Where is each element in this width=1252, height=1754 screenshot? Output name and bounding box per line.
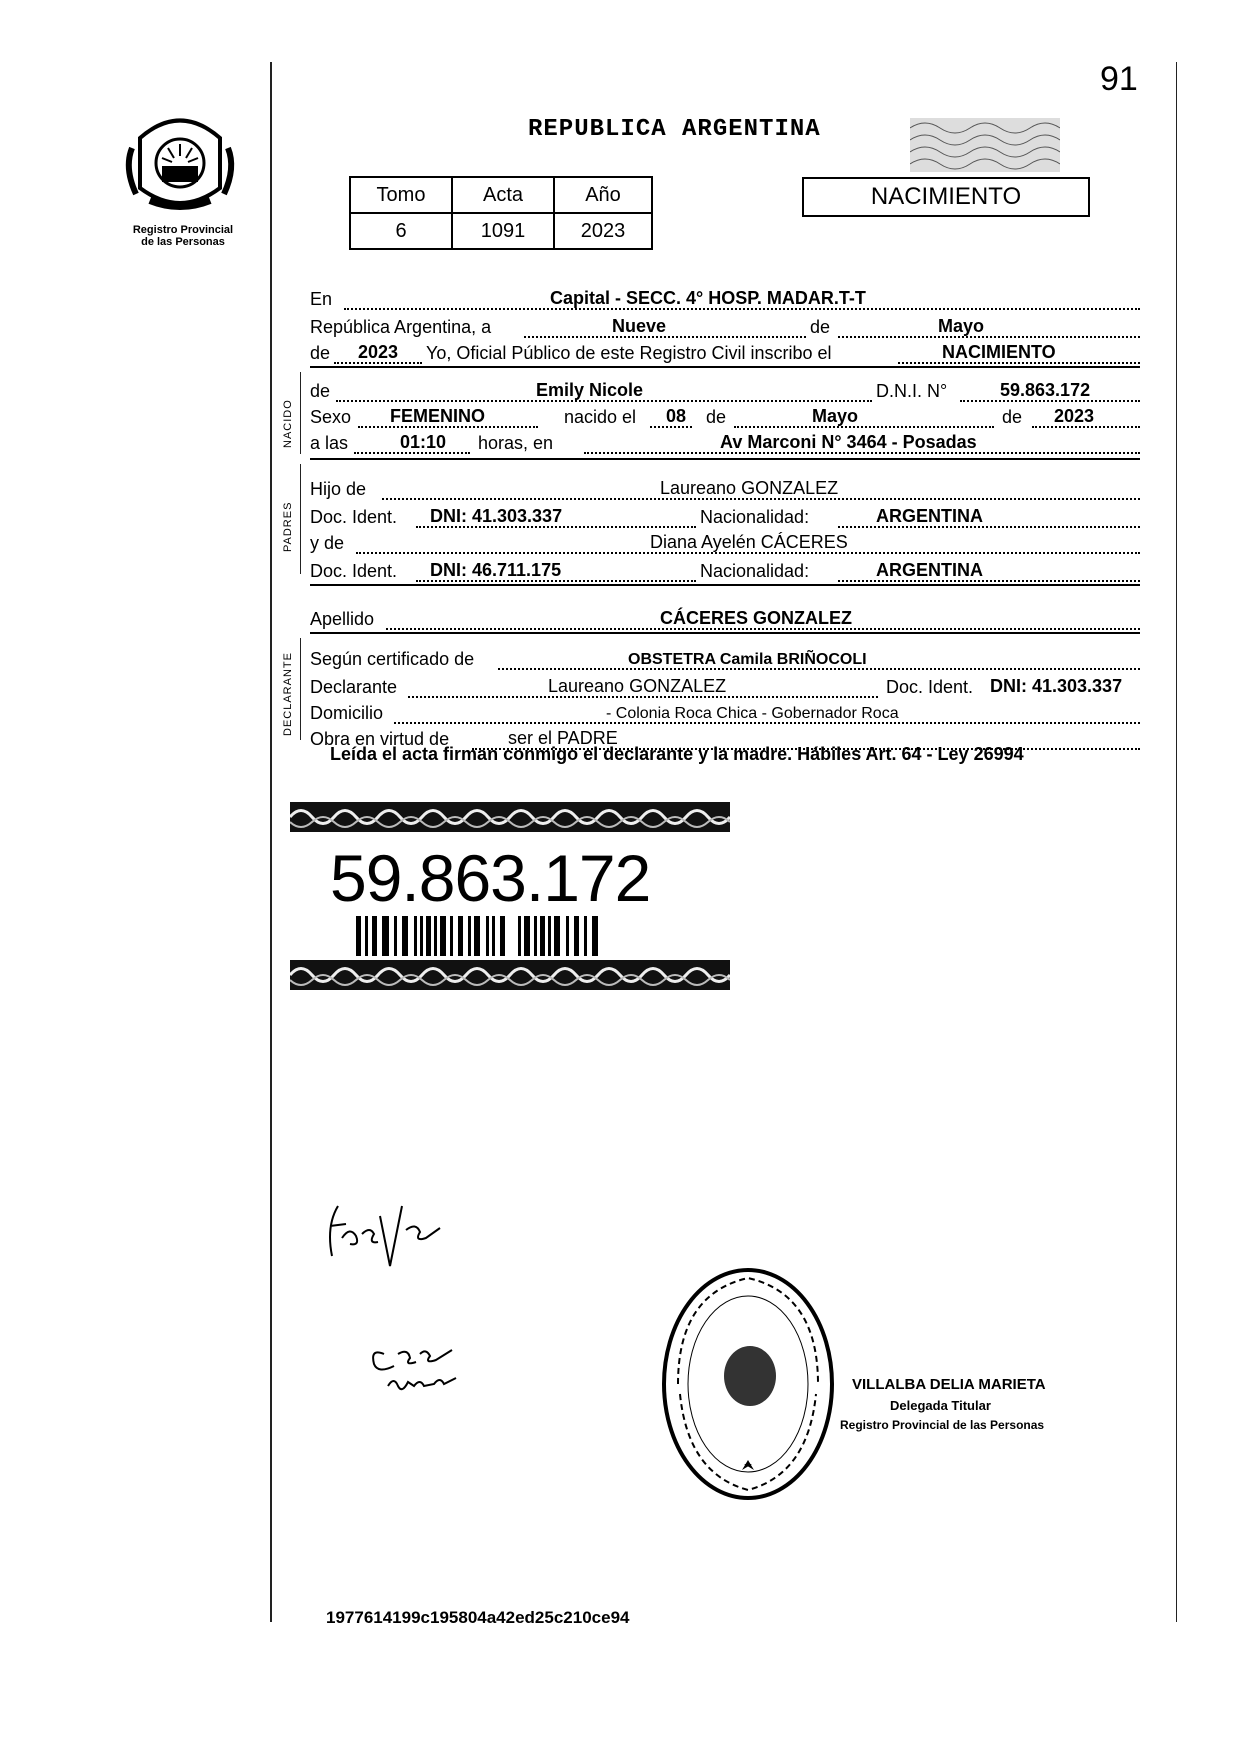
section-label-padres: PADRES (282, 501, 294, 552)
row-fecha (310, 314, 1140, 340)
section-bar (300, 372, 301, 454)
label-doc: Doc. Ident. (886, 677, 974, 697)
row-en (310, 286, 1140, 312)
label-domicilio: Domicilio (310, 703, 384, 723)
label-en: En (310, 289, 333, 309)
label-nacionalidad: Nacionalidad: (700, 507, 810, 527)
value-tomo: 6 (350, 213, 452, 249)
section-rule (310, 366, 1140, 368)
value-event: NACIMIENTO (942, 342, 1056, 362)
row-declarante (310, 674, 1140, 700)
registry-statement: Yo, Oficial Público de este Registro Civil inscribo el (426, 343, 832, 363)
section-bar (300, 464, 301, 574)
value-lugar: Av Marconi N° 3464 - Posadas (720, 432, 977, 452)
label-nacido: nacido el (564, 407, 637, 427)
caption-line-2: de las Personas (141, 236, 225, 248)
label-de: de (810, 317, 831, 337)
registry-official-seal (658, 1264, 838, 1509)
label-hora: a las (310, 433, 349, 453)
label-hijo-de: Hijo de (310, 479, 367, 499)
label-de: de (1002, 407, 1023, 427)
label-declarante: Declarante (310, 677, 398, 697)
label-de: de (310, 381, 331, 401)
province-seal-logo (120, 108, 240, 218)
value-en: Capital - SECC. 4° HOSP. MADAR.T-T (550, 288, 866, 308)
registry-caption (108, 224, 258, 248)
label-doc: Doc. Ident. (310, 561, 398, 581)
header-acta: Acta (452, 177, 554, 213)
mother-signature (364, 1324, 484, 1409)
value-madre: Diana Ayelén CÁCERES (650, 532, 848, 552)
value-declarante-doc: DNI: 41.303.337 (990, 676, 1123, 696)
section-rule (310, 584, 1140, 586)
row-padre (310, 476, 1140, 502)
document-type-box: NACIMIENTO (802, 177, 1090, 217)
row-year (310, 340, 1140, 366)
legal-text: Leída el acta firman conmigo el declarante y la madre. Hábiles Art. 64 - Ley 26994 (330, 744, 1024, 764)
label-apellido: Apellido (310, 609, 375, 629)
value-apellido: CÁCERES GONZALEZ (660, 608, 853, 628)
label-certificado: Según certificado de (310, 649, 475, 669)
label-de: de (706, 407, 727, 427)
section-label-declarante: DECLARANTE (282, 652, 294, 736)
row-certificado (310, 646, 1140, 672)
row-sexo (310, 404, 1140, 430)
label-obra: Obra en virtud de (310, 729, 450, 749)
security-band-top (290, 802, 730, 832)
label-sexo: Sexo (310, 407, 352, 427)
value-dni: 59.863.172 (1000, 380, 1091, 400)
label-y-de: y de (310, 533, 345, 553)
dni-number: 59.863.172 (330, 841, 651, 915)
value-padre: Laureano GONZALEZ (660, 478, 839, 498)
left-margin-line (270, 62, 272, 1622)
document-title: REPUBLICA ARGENTINA (528, 116, 821, 143)
row-apellido (310, 606, 1140, 632)
value-month: Mayo (938, 316, 985, 336)
label-horas: horas, en (478, 433, 554, 453)
section-rule (310, 458, 1140, 460)
serial-stamp (910, 118, 1060, 172)
declarant-signature (320, 1186, 460, 1281)
header-anio: Año (554, 177, 652, 213)
official-organization: Registro Provincial de las Personas (840, 1418, 1045, 1432)
dotted-fill (838, 316, 1140, 338)
document-hash: 1977614199c195804a42ed25c210ce94 (326, 1608, 630, 1627)
value-year: 2023 (358, 342, 399, 362)
row-madre (310, 530, 1140, 556)
value-declarante: Laureano GONZALEZ (548, 676, 727, 696)
row-padre-doc (310, 504, 1140, 530)
row-madre-doc (310, 558, 1140, 584)
right-margin-line (1176, 62, 1177, 1622)
value-hora: 01:10 (400, 432, 447, 452)
value-madre-doc: DNI: 46.711.175 (430, 560, 562, 580)
row-hora (310, 430, 1140, 456)
value-day: 08 (666, 406, 687, 426)
label-doc: Doc. Ident. (310, 507, 398, 527)
barcode (356, 916, 606, 961)
label-dni: D.N.I. N° (876, 381, 948, 401)
value-day: Nueve (612, 316, 667, 336)
value-month: Mayo (812, 406, 859, 426)
row-nombre (310, 378, 1140, 404)
register-table (349, 176, 653, 250)
value-anio: 2023 (554, 213, 652, 249)
label-de: de (310, 343, 331, 363)
value-padre-doc: DNI: 41.303.337 (430, 506, 563, 526)
page-number: 91 (1100, 60, 1138, 98)
value-domicilio: - Colonia Roca Chica - Gobernador Roca (606, 705, 899, 722)
section-rule (310, 632, 1140, 634)
section-bar (300, 638, 301, 740)
value-madre-nac: ARGENTINA (876, 560, 983, 580)
label-country: República Argentina, a (310, 317, 492, 337)
row-domicilio (310, 700, 1140, 726)
value-year: 2023 (1054, 406, 1095, 426)
value-nombre: Emily Nicole (536, 380, 644, 400)
section-label-nacido: NACIDO (282, 399, 294, 448)
label-nacionalidad: Nacionalidad: (700, 561, 810, 581)
value-acta: 1091 (452, 213, 554, 249)
value-padre-nac: ARGENTINA (876, 506, 983, 526)
dotted-fill (734, 406, 994, 428)
official-role: Delegada Titular (890, 1398, 991, 1413)
official-name: VILLALBA DELIA MARIETA (852, 1376, 1046, 1393)
value-obra: ser el PADRE (508, 728, 618, 748)
caption-line-1: Registro Provincial (132, 224, 234, 236)
security-band-bottom (290, 960, 730, 990)
value-sexo: FEMENINO (390, 406, 486, 426)
value-certificado: OBSTETRA Camila BRIÑOCOLI (628, 651, 867, 668)
header-tomo: Tomo (350, 177, 452, 213)
